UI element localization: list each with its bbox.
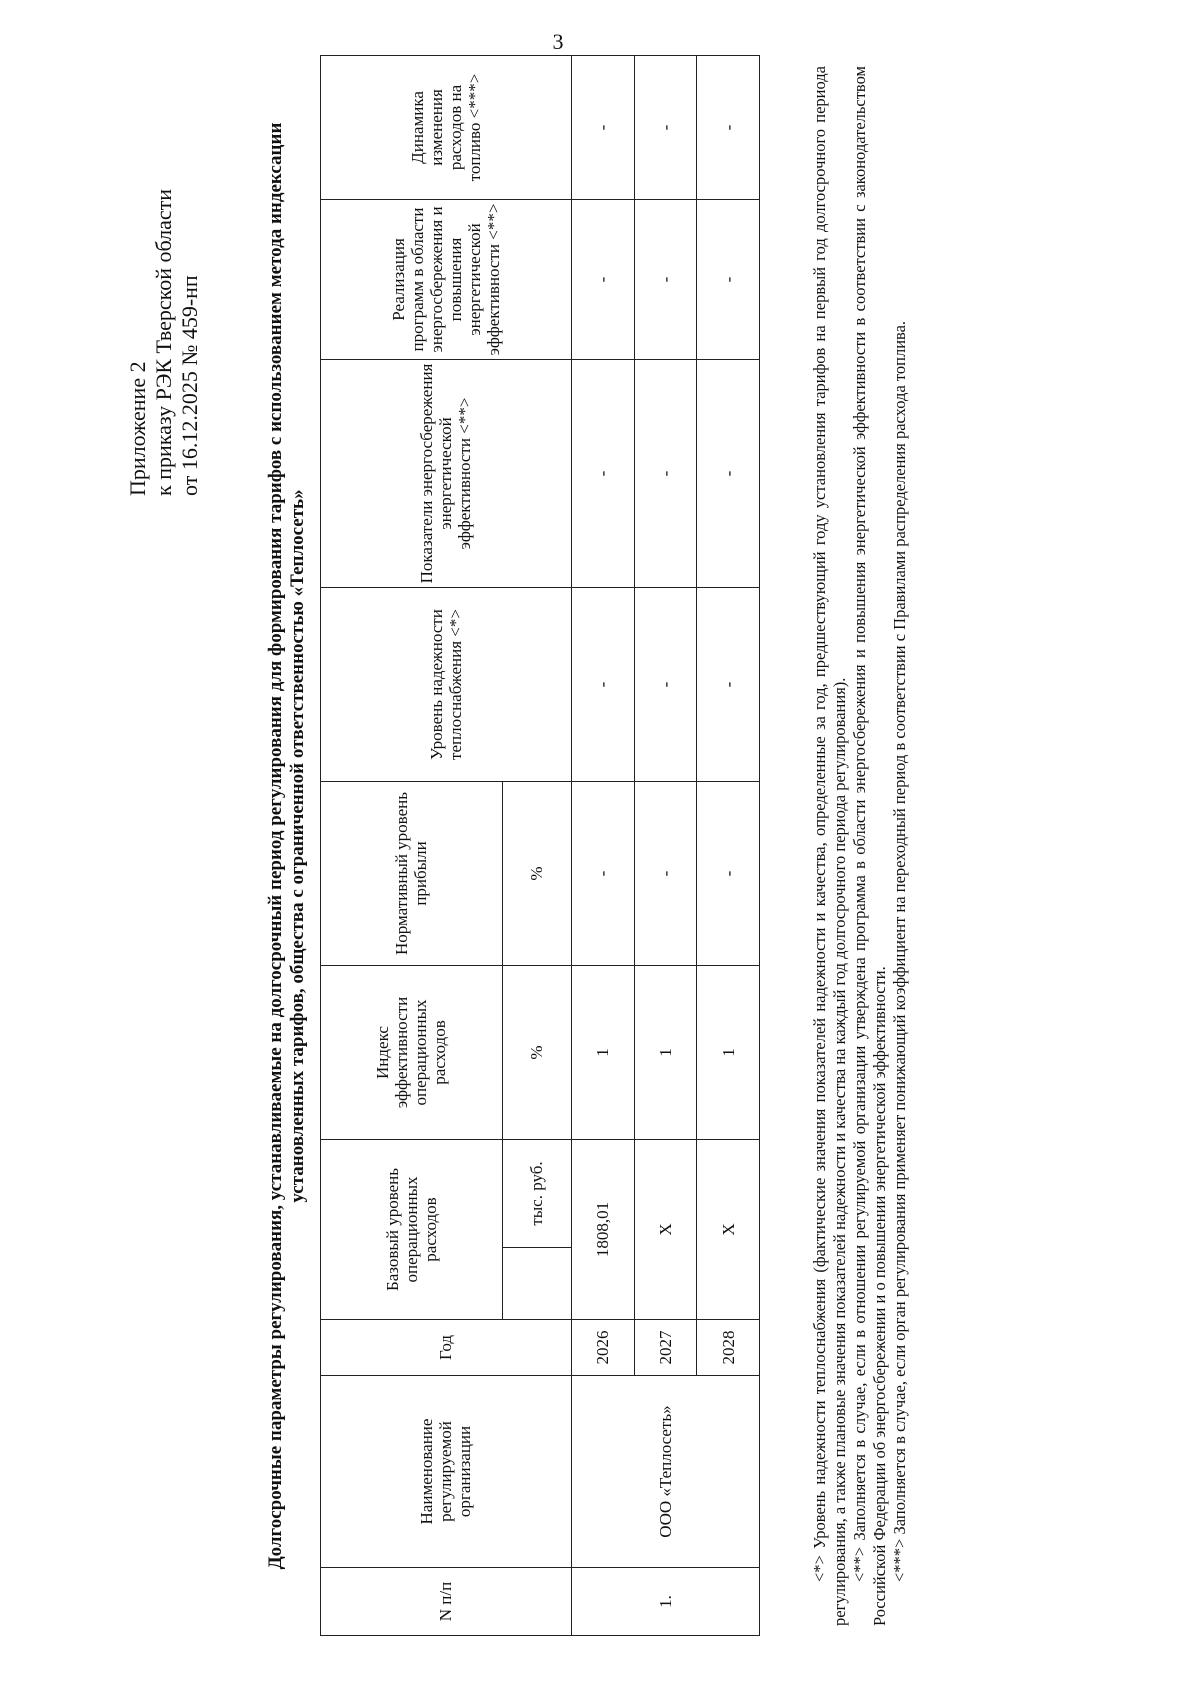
header-energy-indicators: Показатели энергосбережения энергетической эффективности <**> [321, 359, 572, 587]
unit-efficiency-index: % [502, 965, 571, 1139]
footnote-reliability: <*> Уровень надежности теплоснабжения (фактические значения показателей надежности и качества, определенные за год, предшествующий году установления тарифов на первый год долгосрочного периода регулирования, а также плановые значения показателей надежности и качества на каждый год долгосрочного периода регулирования). [810, 66, 849, 1626]
unit-base-cost: тыс. руб. [502, 1139, 571, 1247]
appendix-block [125, 76, 203, 496]
cell-profit: - [634, 781, 697, 965]
cell-year: 2026 [571, 1320, 634, 1376]
table-row [571, 55, 634, 1635]
appendix-line-3: от 16.12.2025 № 459-нп [177, 275, 202, 496]
document-title: Долгосрочные параметры регулирования, устанавливаемые на долгосрочный период регулирования для формирования тарифов с использованием метода индексации установленных тарифов, общества с ограниченной ответственностью «Теплосеть» [265, 122, 308, 1570]
cell-efficiency-index: 1 [571, 965, 634, 1139]
header-fuel-dynamics: Динамика изменения расходов на топливо <***> [321, 55, 572, 199]
cell-reliability: - [634, 587, 697, 781]
cell-energy-programs: - [634, 199, 697, 359]
header-year: Год [321, 1320, 572, 1376]
cell-base-cost: 1808,01 [571, 1139, 634, 1319]
cell-efficiency-index: 1 [634, 965, 697, 1139]
cell-energy-indicators: - [697, 359, 760, 587]
cell-fuel-dynamics: - [634, 55, 697, 199]
org-number: 1. [571, 1568, 759, 1636]
header-base-cost: Базовый уровень операционных расходов [321, 1139, 503, 1319]
footnote-fuel: <***> Заполняется в случае, если орган регулирования применяет понижающий коэффициент на переходный период в соответствии с Правилами распределения расхода топлива. [890, 320, 909, 1582]
cell-profit: - [697, 781, 760, 965]
cell-fuel-dynamics: - [697, 55, 760, 199]
cell-reliability: - [571, 587, 634, 781]
cell-energy-programs: - [697, 199, 760, 359]
footnotes [810, 66, 910, 1626]
footnote-energy-programs: <**> Заполняется в случае, если в отношении регулируемой организации утверждена программа в области энергосбережения и повышения энергетической эффективности в соответствии с законодательством Российской Федерации об энергосбережении и о повышении энергетической эффективности. [850, 66, 889, 1626]
cell-efficiency-index: 1 [697, 965, 760, 1139]
table-header-row [321, 55, 503, 1635]
cell-reliability: - [697, 587, 760, 781]
appendix-line-2: к приказу РЭК Тверской области [151, 188, 176, 496]
org-name: ООО «Теплосеть» [571, 1376, 759, 1568]
cell-base-cost: Х [634, 1139, 697, 1319]
parameters-table [320, 55, 760, 1636]
header-energy-programs: Реализация программ в области энергосбережения и повышения энергетической эффективности <**> [321, 199, 572, 359]
unit-profit: % [502, 781, 571, 965]
page-number: 3 [552, 29, 564, 54]
header-efficiency-index: Индекс эффективности операционных расходов [321, 965, 503, 1139]
cell-base-cost: Х [697, 1139, 760, 1319]
cell-year: 2027 [634, 1320, 697, 1376]
header-reliability: Уровень надежности теплоснабжения <*> [321, 587, 572, 781]
cell-energy-programs: - [571, 199, 634, 359]
cell-year: 2028 [697, 1320, 760, 1376]
header-org-name: Наименование регулируемой организации [321, 1376, 572, 1568]
cell-energy-indicators: - [571, 359, 634, 587]
header-profit: Нормативный уровень прибыли [321, 781, 503, 965]
unit-base-cost-blank [502, 1248, 571, 1320]
appendix-line-1: Приложение 2 [125, 361, 150, 496]
cell-fuel-dynamics: - [571, 55, 634, 199]
cell-energy-indicators: - [634, 359, 697, 587]
cell-profit: - [571, 781, 634, 965]
header-num: N п/п [321, 1568, 572, 1636]
